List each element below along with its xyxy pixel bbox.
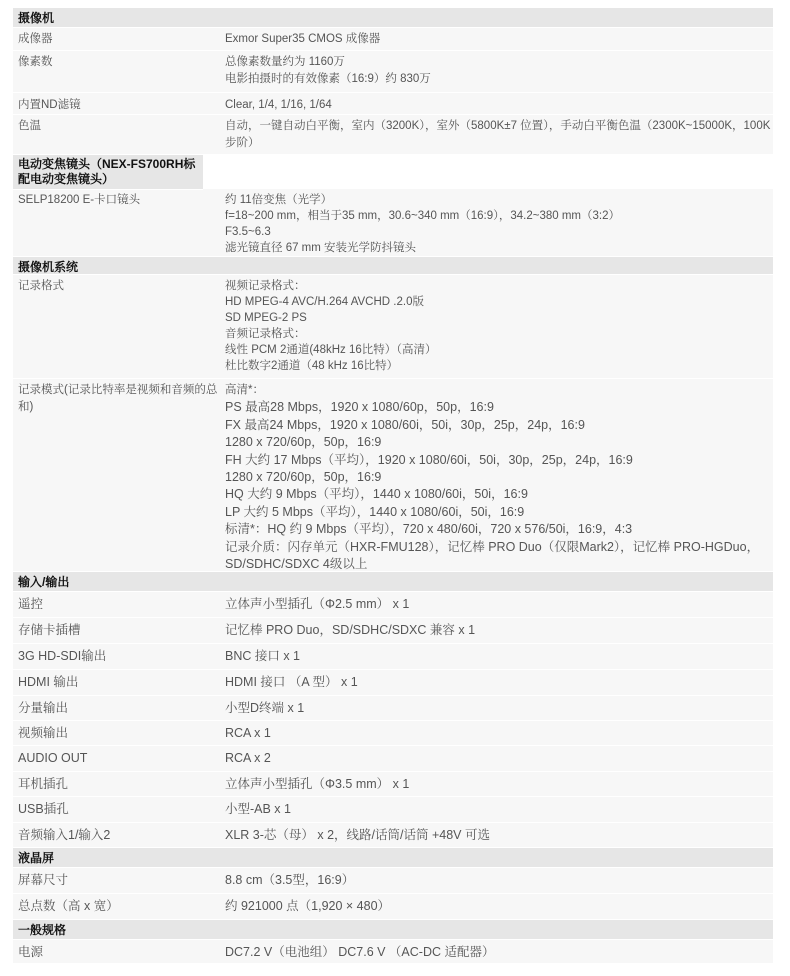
spec-value [223,696,773,720]
spec-value-line: RCA x 1 [225,726,271,740]
spec-row-usb [13,797,773,823]
spec-value [223,868,773,893]
spec-value-line: XLR 3-芯（母） x 2，线路/话筒/话筒 +48V 可选 [225,828,490,842]
spec-value [223,94,773,114]
spec-value-line: Exmor Super35 CMOS 成像器 [225,33,381,45]
spec-label: AUDIO OUT [18,751,88,765]
spec-value [223,275,773,378]
spec-value-line: F3.5~6.3 [225,226,271,238]
spec-value-line: FH 大约 17 Mbps（平均），1920 x 1080/60i，50i，30p，25p，24p，16:9 [225,452,633,467]
spec-row-power [13,940,773,964]
spec-value-line: 约 921000 点（1,920 × 480） [225,899,391,913]
spec-value-line: 总像素数量约为 1160万 [225,56,345,68]
spec-label: 像素数 [18,56,53,68]
spec-label: USB插孔 [18,802,69,816]
spec-value [223,379,773,571]
spec-row-selp18200 [13,189,773,257]
spec-row-hdmi-out [13,670,773,696]
spec-row-video-out [13,721,773,746]
spec-value [223,772,773,796]
spec-label: 存储卡插槽 [18,623,81,637]
spec-value [223,894,773,919]
spec-row-remote [13,592,773,618]
spec-value-line: 视频记录格式： [225,280,306,292]
spec-row-card-slot [13,618,773,644]
spec-value [223,618,773,643]
spec-value [223,644,773,669]
spec-row-record-mode [13,379,773,572]
spec-value-line: 高清*： [225,384,264,396]
spec-value [223,189,773,256]
section-title: 电动变焦镜头（NEX-FS700RH标配电动变焦镜头） [18,157,196,186]
spec-label: 耳机插孔 [18,777,69,791]
spec-label: 总点数（高 x 宽） [18,899,119,913]
spec-label: 3G HD-SDI输出 [18,649,107,663]
spec-label: 屏幕尺寸 [18,873,69,887]
spec-value-line: 1280 x 720/60p，50p，16:9 [225,470,382,485]
spec-value-line: 自动，一键自动白平衡，室内（3200K），室外（5800K±7 位置），手动白平衡色温（2300K~15000K，100K 步阶） [225,120,771,149]
spec-row-imager [13,28,773,51]
spec-value [223,28,773,50]
spec-row-color-temp [13,115,773,155]
spec-value-line: 立体声小型插孔（Φ2.5 mm） x 1 [225,597,410,611]
spec-value-line: 记忆棒 PRO Duo，SD/SDHC/SDXC 兼容 x 1 [225,623,476,637]
spec-value-line: 立体声小型插孔（Φ3.5 mm） x 1 [225,777,410,791]
spec-table [13,8,773,964]
spec-value-line: 1280 x 720/60p，50p，16:9 [225,435,382,450]
spec-label: 色温 [18,120,41,132]
spec-value-line: 记录介质：闪存单元（HXR-FMU128），记忆棒 PRO Duo（仅限Mark2），记忆棒 PRO-HGDuo，SD/SDHC/SDXC 4级以上 [225,539,760,572]
spec-label: 电源 [18,945,44,959]
spec-value [223,823,773,847]
spec-value [223,940,773,963]
spec-label: 内置ND滤镜 [18,99,81,111]
spec-value-line: LP 大约 5 Mbps（平均），1440 x 1080/60i，50i，16:9 [225,504,525,519]
section-header-camera-system: 摄像机系统 [13,257,773,275]
spec-value-line: HDMI 接口 （A 型） x 1 [225,675,358,689]
spec-row-sdi-out [13,644,773,670]
spec-label: 视频输出 [18,726,69,740]
spec-value-line: SD MPEG-2 PS [225,312,307,324]
spec-value [223,592,773,617]
spec-value-line: 小型D终端 x 1 [225,701,305,715]
spec-value [223,51,773,92]
spec-value-line: BNC 接口 x 1 [225,649,301,663]
spec-label: 音频输入1/输入2 [18,828,111,842]
spec-label: 记录格式 [18,280,64,292]
spec-value-line: 线性 PCM 2通道(48kHz 16比特）（高清） [225,344,437,356]
section-header-camera: 摄像机 [13,8,773,28]
spec-row-component-out [13,696,773,721]
spec-value [223,797,773,822]
spec-row-audio-out [13,746,773,772]
spec-row-total-dots [13,894,773,920]
spec-label: 分量输出 [18,701,69,715]
spec-row-headphone [13,772,773,797]
spec-row-record-format [13,275,773,379]
spec-value-line: PS 最高28 Mbps，1920 x 1080/60p，50p，16:9 [225,400,494,415]
spec-value [223,670,773,695]
section-header-lcd: 液晶屏 [13,848,773,868]
spec-value [223,746,773,771]
section-header-io: 输入/输出 [13,572,773,592]
spec-value-line: f=18~200 mm，相当于35 mm，30.6~340 mm（16:9），34.2~380 mm（3:2） [225,210,621,222]
spec-row-screen-size [13,868,773,894]
spec-value-line: Clear, 1/4, 1/16, 1/64 [225,99,332,111]
spec-label: SELP18200 E-卡口镜头 [18,194,141,206]
spec-value-line: 滤光镜直径 67 mm 安装光学防抖镜头 [225,242,417,254]
spec-value-line: 杜比数字2通道（48 kHz 16比特） [225,360,399,372]
spec-value-line: FX 最高24 Mbps，1920 x 1080/60i，50i，30p，25p，24p，16:9 [225,417,585,432]
spec-row-pixels [13,51,773,93]
spec-value-line: 小型-AB x 1 [225,802,291,816]
spec-value-line: 约 11倍变焦（光学） [225,194,333,206]
spec-value [223,721,773,745]
spec-label: 遥控 [18,597,44,611]
section-header-lens [13,155,203,190]
spec-value-line: 电影拍摄时的有效像素（16:9）约 830万 [225,73,431,85]
spec-label: 记录模式(记录比特率是视频和音频的总和) [18,384,218,413]
spec-value-line: HQ 大约 9 Mbps（平均），1440 x 1080/60i，50i，16:9 [225,487,528,502]
section-header-general: 一般规格 [13,920,773,940]
spec-value-line: RCA x 2 [225,751,271,765]
spec-row-audio-in [13,823,773,848]
spec-value-line: DC7.2 V（电池组） DC7.6 V （AC-DC 适配器） [225,945,495,959]
spec-label: 成像器 [18,33,53,45]
spec-value-line: 音频记录格式： [225,328,306,340]
spec-label: HDMI 输出 [18,675,79,689]
spec-row-nd-filter [13,93,773,115]
spec-value-line: HD MPEG-4 AVC/H.264 AVCHD .2.0版 [225,296,424,308]
spec-value-line: 标清*：HQ 约 9 Mbps（平均），720 x 480/60i，720 x 576/50i，16:9，4:3 [225,522,633,537]
spec-value-line: 8.8 cm（3.5型，16:9） [225,873,355,887]
spec-value [223,115,773,154]
